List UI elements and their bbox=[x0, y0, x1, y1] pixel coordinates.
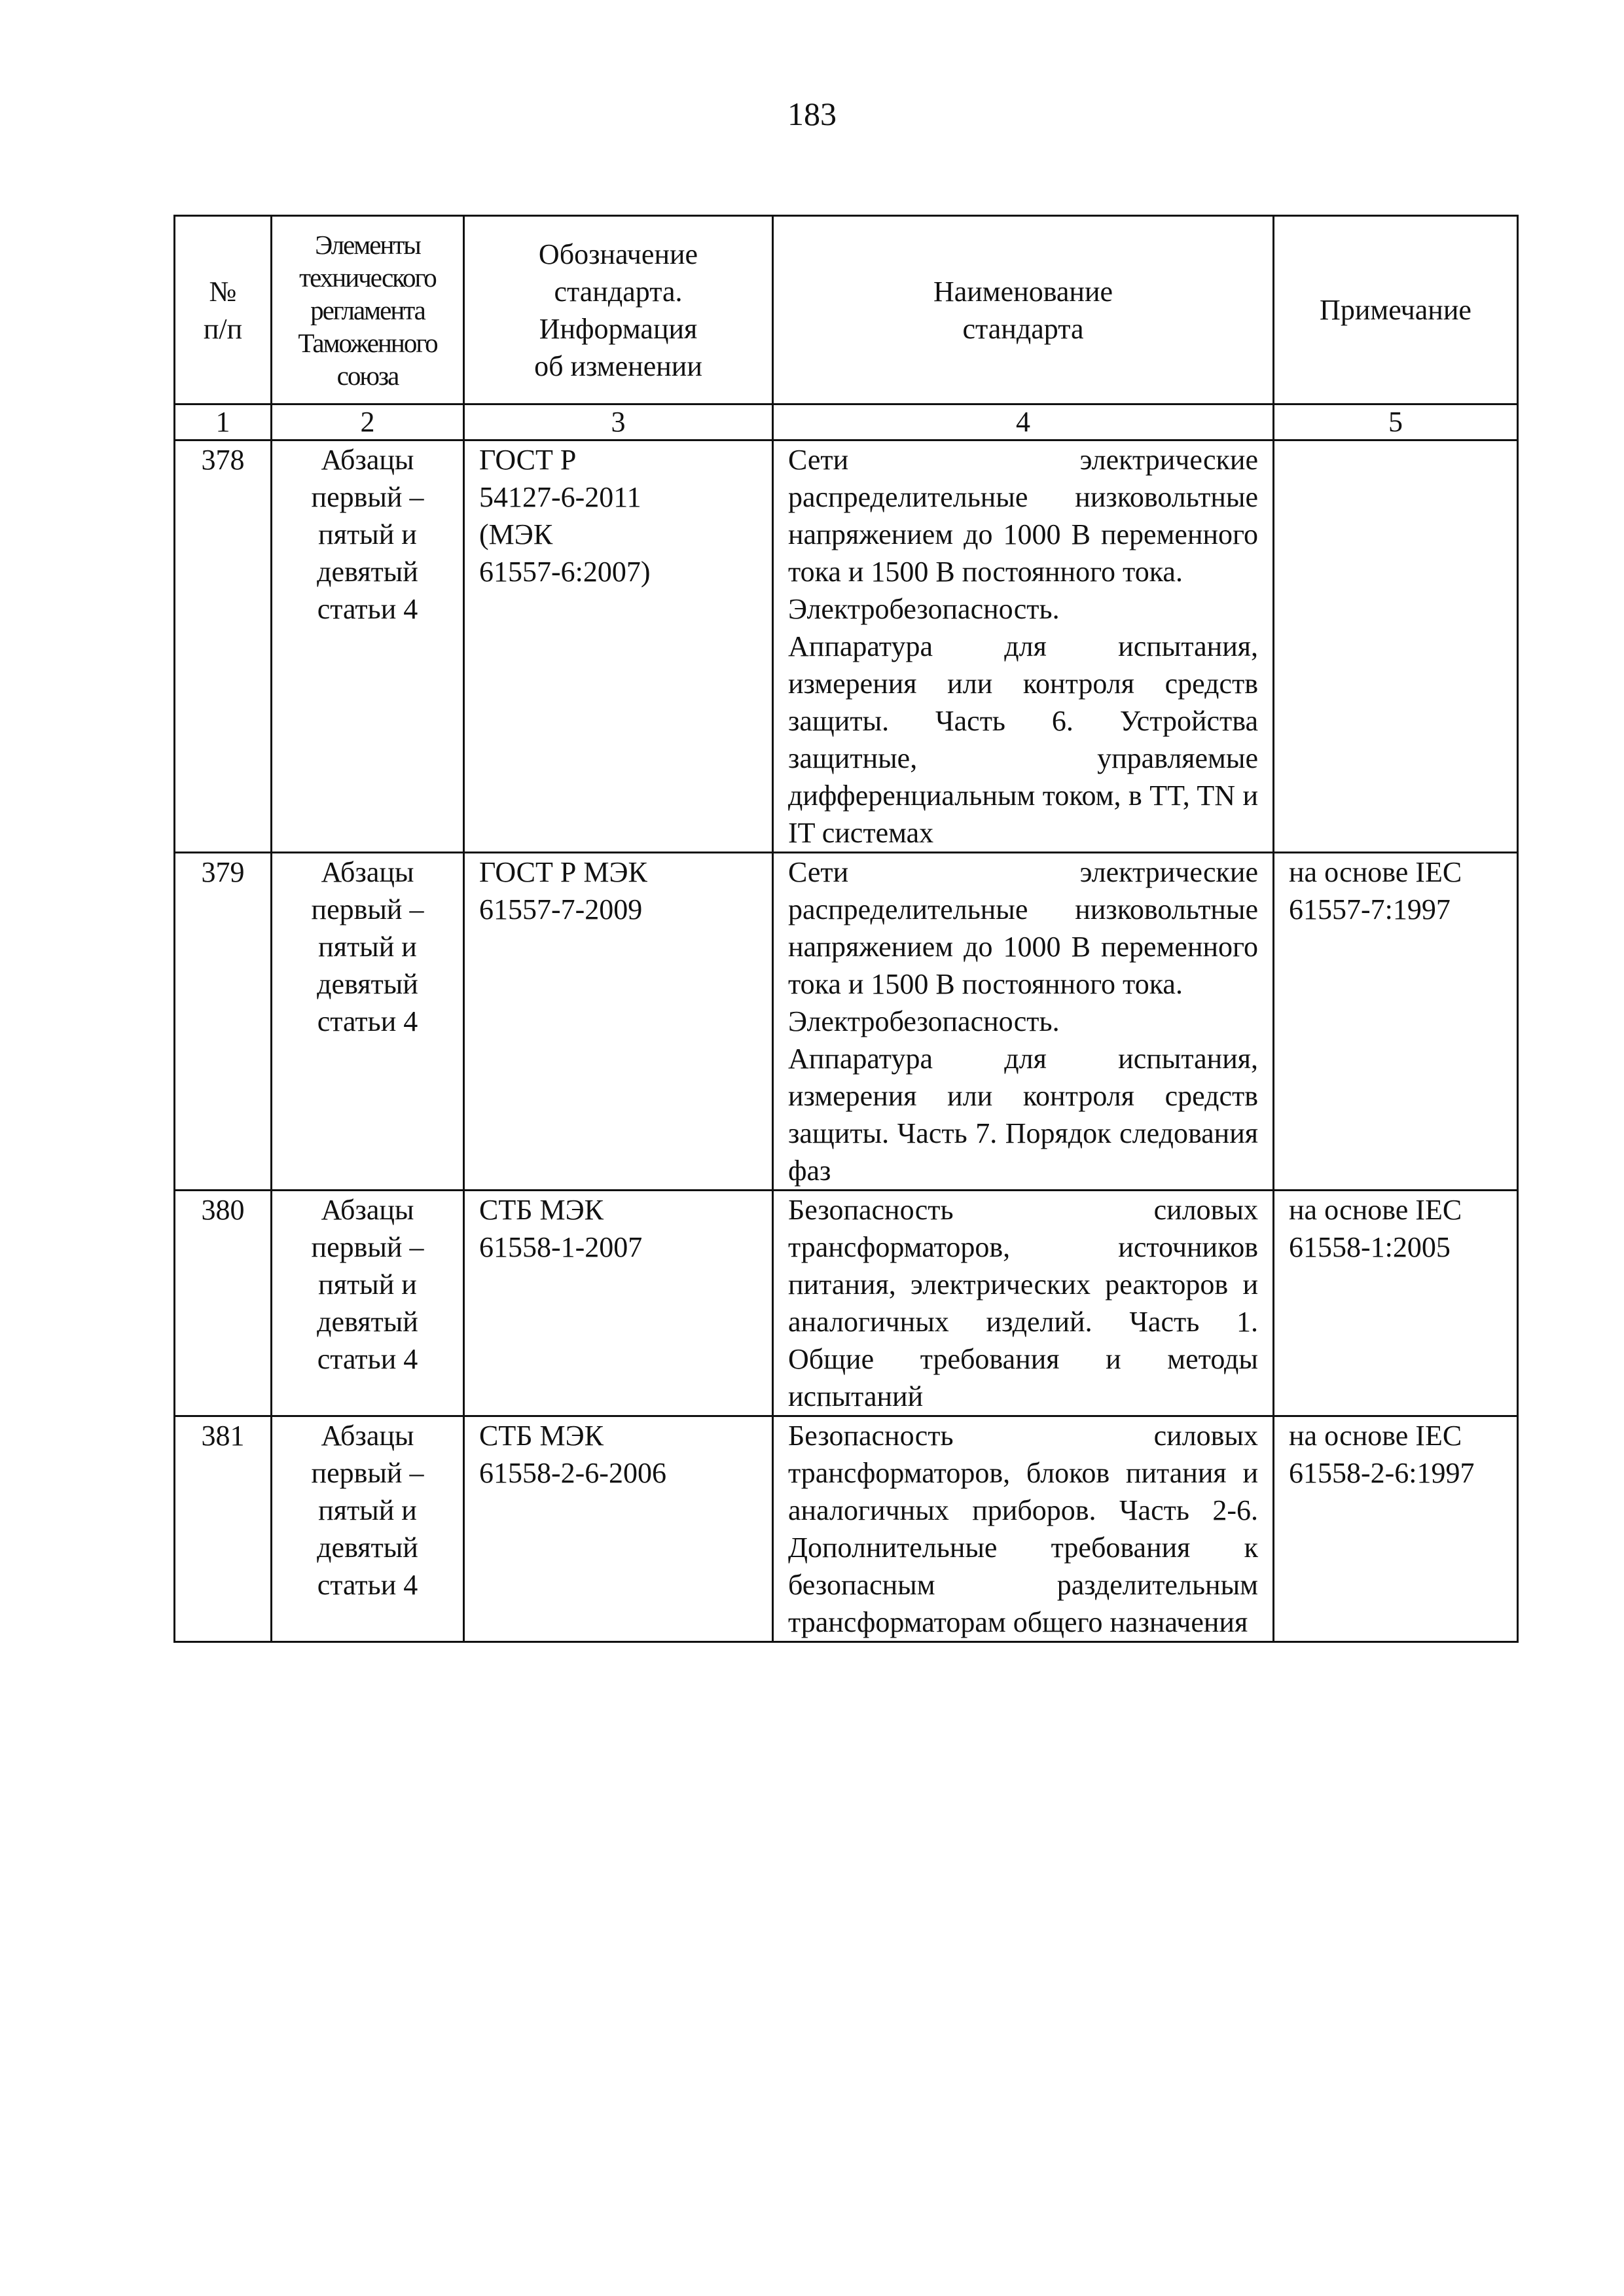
page-number: 183 bbox=[787, 96, 837, 132]
text-line: СТБ МЭК bbox=[479, 1194, 604, 1226]
text-line: 61557-7:1997 bbox=[1289, 893, 1451, 925]
text-paragraph: Электробезопасность. bbox=[788, 593, 1060, 625]
text-line: пятый и bbox=[318, 1494, 417, 1526]
text-line: девятый bbox=[317, 556, 418, 588]
text-line: 61558-2-6:1997 bbox=[1289, 1457, 1475, 1489]
header-line: союза bbox=[336, 360, 399, 391]
header-line: Элементы bbox=[315, 229, 420, 260]
standards-table bbox=[173, 215, 1519, 1643]
row-elements bbox=[272, 440, 464, 853]
row-number: 381 bbox=[175, 1416, 272, 1642]
text-paragraph: Электробезопасность. bbox=[788, 1005, 1060, 1037]
row-number: 378 bbox=[175, 440, 272, 853]
header-name bbox=[773, 216, 1274, 404]
table-row bbox=[175, 1416, 1518, 1642]
text-line: первый – bbox=[311, 893, 424, 925]
text-line: статьи 4 bbox=[317, 1343, 418, 1375]
table-row bbox=[175, 1191, 1518, 1416]
header-note bbox=[1274, 216, 1518, 404]
header-line: об изменении bbox=[534, 350, 702, 382]
text-line: девятый bbox=[317, 1306, 418, 1338]
text-line: ГОСТ Р bbox=[479, 444, 577, 476]
row-standard-name bbox=[773, 440, 1274, 853]
text-line: 61558-2-6-2006 bbox=[479, 1457, 666, 1489]
column-numbers-row bbox=[175, 404, 1518, 440]
row-designation bbox=[464, 1416, 773, 1642]
column-number: 3 bbox=[464, 404, 773, 440]
header-line: стандарта. bbox=[554, 275, 683, 308]
row-note bbox=[1274, 1191, 1518, 1416]
text-line: Абзацы bbox=[321, 856, 414, 888]
text-line: первый – bbox=[311, 481, 424, 513]
text-line: Абзацы bbox=[321, 1194, 414, 1226]
text-line: девятый bbox=[317, 968, 418, 1000]
text-line: на основе IEC bbox=[1289, 1420, 1462, 1452]
column-number: 5 bbox=[1274, 404, 1518, 440]
text-line: статьи 4 bbox=[317, 1005, 418, 1037]
header-num bbox=[175, 216, 272, 404]
text-line: пятый и bbox=[318, 931, 417, 963]
header-line: Наименование bbox=[933, 275, 1113, 308]
row-standard-name bbox=[773, 1191, 1274, 1416]
text-line: статьи 4 bbox=[317, 1569, 418, 1601]
row-elements bbox=[272, 1416, 464, 1642]
text-line: 61557-7-2009 bbox=[479, 893, 643, 925]
header-line: № bbox=[209, 275, 237, 308]
column-number: 2 bbox=[272, 404, 464, 440]
row-designation bbox=[464, 440, 773, 853]
text-line: СТБ МЭК bbox=[479, 1420, 604, 1452]
text-paragraph: Аппаратура для испытания, измерения или контроля средств защиты. Часть 6. Устройства защитные, управляемые дифференциальным током, в TT, TN и IT системах bbox=[788, 630, 1258, 849]
text-line: девятый bbox=[317, 1532, 418, 1564]
text-line: пятый и bbox=[318, 1268, 417, 1300]
row-designation bbox=[464, 1191, 773, 1416]
row-standard-name bbox=[773, 1416, 1274, 1642]
table-row bbox=[175, 440, 1518, 853]
row-designation bbox=[464, 853, 773, 1191]
text-paragraph: Безопасность силовых трансформаторов, источников питания, электрических реакторов и аналогичных изделий. Часть 1. Общие требования и методы испытаний bbox=[788, 1194, 1258, 1412]
text-line: Абзацы bbox=[321, 1420, 414, 1452]
row-note bbox=[1274, 853, 1518, 1191]
header-line: п/п bbox=[203, 312, 243, 345]
header-line: регламента bbox=[310, 295, 425, 325]
text-paragraph: Сети электрические распределительные низковольтные напряжением до 1000 В переменного тока и 1500 В постоянного тока. bbox=[788, 856, 1258, 1000]
column-number: 4 bbox=[773, 404, 1274, 440]
header-line: Обозначение bbox=[538, 238, 698, 270]
text-line: 54127-6-2011 bbox=[479, 481, 641, 513]
header-line: Примечание bbox=[1320, 294, 1471, 326]
text-line: первый – bbox=[311, 1231, 424, 1263]
text-line: на основе IEC bbox=[1289, 856, 1462, 888]
row-elements bbox=[272, 853, 464, 1191]
text-paragraph: Аппаратура для испытания, измерения или контроля средств защиты. Часть 7. Порядок следования фаз bbox=[788, 1043, 1258, 1187]
table-row bbox=[175, 853, 1518, 1191]
text-line: Абзацы bbox=[321, 444, 414, 476]
text-line: ГОСТ Р МЭК bbox=[479, 856, 647, 888]
header-line: стандарта bbox=[962, 312, 1084, 345]
text-paragraph: Безопасность силовых трансформаторов, блоков питания и аналогичных приборов. Часть 2-6. Дополнительные требования к безопасным разделительным трансформаторам общего назначения bbox=[788, 1420, 1258, 1638]
row-note bbox=[1274, 1416, 1518, 1642]
header-designation bbox=[464, 216, 773, 404]
text-line: 61557-6:2007) bbox=[479, 556, 651, 588]
text-paragraph: Сети электрические распределительные низковольтные напряжением до 1000 В переменного тока и 1500 В постоянного тока. bbox=[788, 444, 1258, 588]
row-elements bbox=[272, 1191, 464, 1416]
table-header-row bbox=[175, 216, 1518, 404]
row-note bbox=[1274, 440, 1518, 853]
header-line: Информация bbox=[539, 312, 698, 345]
text-line: 61558-1:2005 bbox=[1289, 1231, 1451, 1263]
header-line: Таможенного bbox=[298, 327, 437, 358]
row-number: 380 bbox=[175, 1191, 272, 1416]
column-number: 1 bbox=[175, 404, 272, 440]
text-line: на основе IEC bbox=[1289, 1194, 1462, 1226]
text-line: 61558-1-2007 bbox=[479, 1231, 643, 1263]
text-line: пятый и bbox=[318, 518, 417, 550]
header-elements bbox=[272, 216, 464, 404]
row-standard-name bbox=[773, 853, 1274, 1191]
text-line: статьи 4 bbox=[317, 593, 418, 625]
text-line: (МЭК bbox=[479, 518, 553, 550]
text-line: первый – bbox=[311, 1457, 424, 1489]
header-line: технического bbox=[299, 262, 436, 293]
row-number: 379 bbox=[175, 853, 272, 1191]
